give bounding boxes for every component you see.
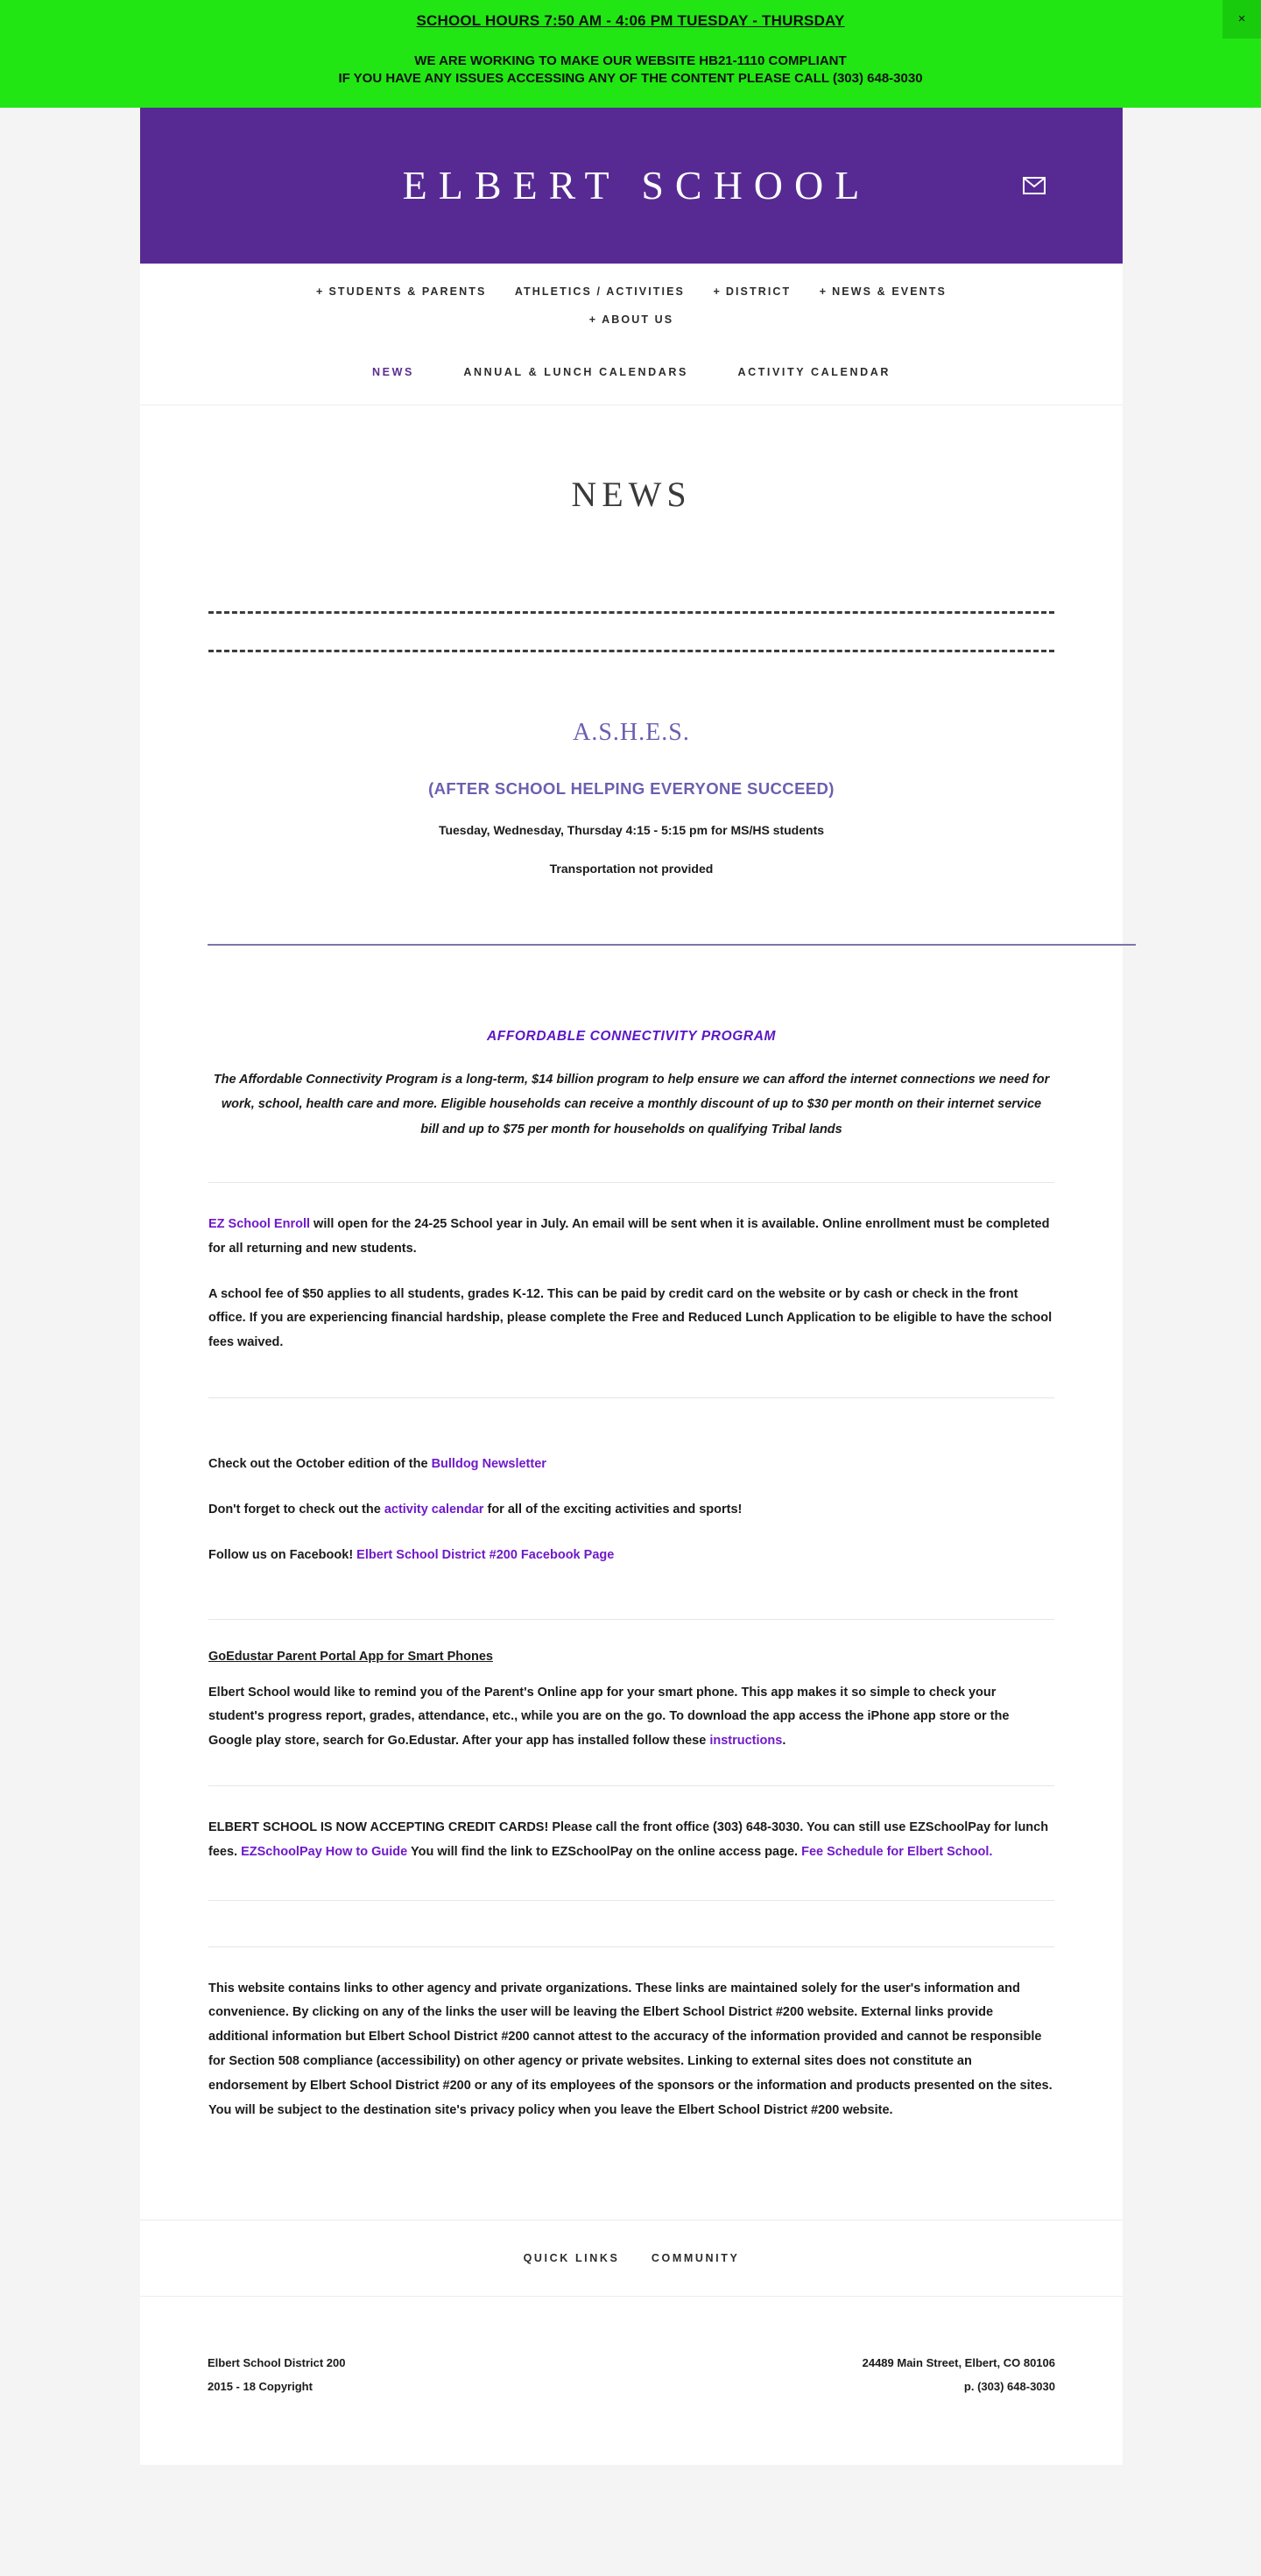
nav-item-students-parents[interactable] — [316, 285, 486, 298]
footer-district-name: Elbert School District 200 — [208, 2355, 346, 2369]
mail-icon-svg — [1023, 177, 1046, 194]
ashes-schedule: Tuesday, Wednesday, Thursday 4:15 - 5:15 pm for MS/HS students — [438, 823, 825, 838]
nav-item-district[interactable] — [713, 285, 791, 298]
facebook-page-link[interactable]: Elbert School District #200 Facebook Page — [356, 1547, 615, 1562]
dashed-divider-top — [208, 611, 1054, 614]
footer-address: 24489 Main Street, Elbert, CO 80106 — [862, 2355, 1055, 2369]
subnav-item-news[interactable]: NEWS — [372, 366, 414, 379]
credit-cards-mid-1: Please call the front office (303) 648-3030. You can still use EZSchoolPay for lunch fees. — [208, 1820, 1049, 1859]
instructions-link[interactable]: instructions — [709, 1734, 783, 1749]
credit-cards-section — [208, 1786, 1054, 1865]
external-links-disclaimer: This website contains links to other agency and private organizations. These links are maintained solely for the user's information and convenience. By clicking on any of the links the user will be leaving the Elbert School District #200 website. External links provide additional information but Elbert School District #200 cannot attest to the accuracy of the information provided and cannot be responsible for Section 508 compliance (accessibility) on other agency or private websites. Linking to external sites does not constitute an endorsement by Elbert School District #200 or any of its employees of the sponsors or the information and products presented on the sites. You will be subject to the destination site's privacy policy when you leave the Elbert School District #200 website. — [208, 1981, 1053, 2117]
activity-calendar-paragraph — [208, 1498, 1054, 1523]
ashes-section — [140, 652, 1123, 876]
ashes-title: A.S.H.E.S. — [573, 719, 690, 747]
ezschoolpay-guide-link[interactable]: EZSchoolPay How to Guide — [241, 1844, 408, 1859]
ashes-transportation-note: Transportation not provided — [549, 862, 714, 876]
newsletter-paragraph — [208, 1453, 1054, 1477]
footer-navigation — [140, 2220, 1123, 2297]
primary-navigation — [140, 264, 1123, 348]
affordable-connectivity-section — [208, 1029, 1054, 1142]
credit-cards-mid-2: You will find the link to EZSchoolPay on the online access page. — [407, 1844, 802, 1859]
mail-icon[interactable] — [1023, 177, 1046, 194]
alert-compliance-line: WE ARE WORKING TO MAKE OUR WEBSITE HB21-1110 COMPLIANT — [414, 53, 847, 68]
ez-school-enroll-link[interactable]: EZ School Enroll — [208, 1216, 311, 1231]
purple-divider — [208, 944, 1136, 946]
footer-link-quick-links[interactable]: QUICK LINKS — [523, 2251, 620, 2264]
credit-cards-paragraph — [208, 1816, 1054, 1865]
newsletter-text-pre: Check out the October edition of the — [208, 1457, 432, 1472]
nav-label: NEWS & EVENTS — [832, 285, 947, 298]
enrollment-paragraph-2: A school fee of $50 applies to all students, grades K-12. This can be paid by credit card on the website or by cash or check in the front office. If you are experiencing financial hardship, please complete the Free and Reduced Lunch Application to be eligible to have the school fees waived. — [208, 1286, 1053, 1350]
nav-label: ABOUT US — [602, 313, 674, 327]
enrollment-section — [208, 1183, 1054, 1355]
bulldog-newsletter-link[interactable]: Bulldog Newsletter — [431, 1457, 546, 1472]
nav-item-news-events[interactable] — [820, 285, 947, 298]
credit-cards-headline: ELBERT SCHOOL IS NOW ACCEPTING CREDIT CARDS! — [208, 1820, 549, 1834]
goedustar-body — [208, 1681, 1054, 1754]
disclaimer-section — [208, 1947, 1054, 2123]
alert-school-hours: SCHOOL HOURS 7:50 AM - 4:06 PM TUESDAY - THURSDAY — [416, 12, 845, 29]
acp-body: The Affordable Connectivity Program is a long-term, $14 billion program to help ensure we can afford the internet connections we need for work, school, health care and more. Eligible households can receive a monthly discount of up to $30 per month on their internet service bill and up to $75 per month for households on qualifying Tribal lands — [213, 1073, 1050, 1137]
ashes-subtitle: (AFTER SCHOOL HELPING EVERYONE SUCCEED) — [428, 779, 835, 799]
alert-contact-line: IF YOU HAVE ANY ISSUES ACCESSING ANY OF THE CONTENT PLEASE CALL (303) 648-3030 — [338, 71, 923, 87]
footer-copyright: 2015 - 18 Copyright — [208, 2379, 313, 2393]
goedustar-text-pre: Elbert School would like to remind you of the Parent's Online app for your smart phone. This app makes it so simple to check your student's progress report, grades, attendance, etc., while you are on the go. To download the app access the iPhone app store or the Google play store, search for Go.Edustar. After your app has installed follow these — [208, 1685, 1010, 1749]
goedustar-text-post: . — [782, 1734, 786, 1749]
footer-info — [140, 2297, 1123, 2466]
nav-label: DISTRICT — [725, 285, 792, 298]
footer-link-community[interactable]: COMMUNITY — [651, 2251, 740, 2264]
site-masthead — [140, 108, 1123, 264]
expand-plus-icon: + — [713, 285, 722, 298]
fee-schedule-link[interactable]: Fee Schedule for Elbert School. — [801, 1844, 993, 1859]
subnav-item-annual-lunch-calendars[interactable]: ANNUAL & LUNCH CALENDARS — [463, 366, 688, 379]
calendar-text-pre: Don't forget to check out the — [208, 1502, 384, 1517]
site-alert-banner — [0, 0, 1261, 108]
close-icon[interactable]: × — [1222, 0, 1261, 39]
nav-item-athletics-activities[interactable] — [515, 285, 685, 298]
site-footer — [140, 2220, 1123, 2466]
calendar-text-post: for all of the exciting activities and sports! — [483, 1502, 743, 1517]
facebook-text-pre: Follow us on Facebook! — [208, 1547, 357, 1562]
footer-contact-info — [863, 2351, 1055, 2399]
nav-label: ATHLETICS / ACTIVITIES — [514, 285, 685, 298]
main-content — [140, 474, 1123, 2158]
expand-plus-icon: + — [316, 285, 325, 298]
enrollment-text-rest: will open for the 24-25 School year in July. An email will be sent when it is available. Online enrollment must be completed for all returning and new students. — [208, 1216, 1050, 1256]
nav-label: STUDENTS & PARENTS — [328, 285, 487, 298]
subnav-item-activity-calendar[interactable]: ACTIVITY CALENDAR — [737, 366, 891, 379]
footer-phone: p. (303) 648-3030 — [963, 2379, 1055, 2393]
secondary-navigation — [140, 347, 1123, 405]
footer-org-info — [208, 2351, 346, 2399]
announcements-section — [208, 1398, 1054, 1567]
facebook-paragraph — [208, 1544, 1054, 1568]
expand-plus-icon: + — [819, 285, 828, 298]
content-column — [208, 1029, 1054, 2123]
goedustar-section — [208, 1620, 1054, 1754]
page-title: NEWS — [571, 475, 692, 515]
site-title: ELBERT SCHOOL — [402, 163, 871, 208]
nav-item-about-us[interactable] — [589, 313, 673, 326]
goedustar-heading: GoEdustar Parent Portal App for Smart Phones — [208, 1649, 493, 1664]
enrollment-paragraph-1 — [208, 1213, 1054, 1262]
page-container — [140, 108, 1123, 2466]
acp-title: AFFORDABLE CONNECTIVITY PROGRAM — [486, 1029, 777, 1045]
expand-plus-icon: + — [588, 313, 598, 327]
activity-calendar-link[interactable]: activity calendar — [384, 1502, 484, 1517]
